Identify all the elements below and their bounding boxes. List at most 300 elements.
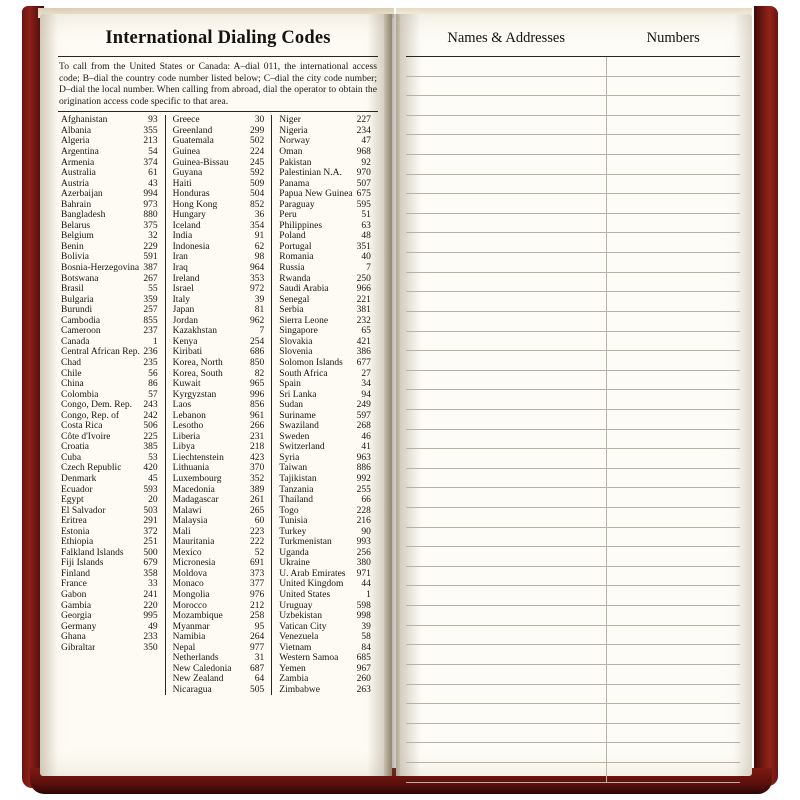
country-name: Suriname xyxy=(279,410,316,421)
ledger-row[interactable] xyxy=(406,312,740,332)
ledger-cell-name[interactable] xyxy=(406,332,607,351)
ledger-row[interactable] xyxy=(406,253,740,273)
ledger-cell-number[interactable] xyxy=(607,665,740,684)
ledger-row[interactable] xyxy=(406,547,740,567)
dialing-code-row xyxy=(279,653,371,664)
country-name: Ecuador xyxy=(61,484,93,495)
ledger-row[interactable] xyxy=(406,528,740,548)
ledger-cell-number[interactable] xyxy=(607,449,740,468)
dialing-code-row xyxy=(279,453,371,464)
dialing-codes-section xyxy=(58,28,378,695)
dialing-code-row xyxy=(279,295,371,306)
country-code: 595 xyxy=(356,199,371,210)
country-code: 385 xyxy=(143,442,158,453)
dialing-code-row xyxy=(61,421,158,432)
country-name: Argentina xyxy=(61,147,99,158)
country-name: Mali xyxy=(172,526,191,537)
ledger-row[interactable] xyxy=(406,724,740,744)
ledger-row[interactable] xyxy=(406,135,740,155)
country-code: 254 xyxy=(250,336,265,347)
ledger-row[interactable] xyxy=(406,155,740,175)
country-name: Solomon Islands xyxy=(279,357,343,368)
country-code: 962 xyxy=(250,315,265,326)
country-code: 994 xyxy=(143,189,158,200)
country-code: 49 xyxy=(148,621,158,632)
country-code: 233 xyxy=(143,632,158,643)
country-code: 95 xyxy=(254,621,265,632)
country-name: Nicaragua xyxy=(172,684,212,695)
ledger-cell-number[interactable] xyxy=(607,390,740,409)
dialing-code-row xyxy=(173,442,265,453)
ledger-cell-number[interactable] xyxy=(607,214,740,233)
ledger-row[interactable] xyxy=(406,57,740,77)
country-name: India xyxy=(172,231,193,242)
dialing-code-row xyxy=(61,643,158,654)
ledger-row[interactable] xyxy=(406,763,740,783)
country-code: 686 xyxy=(250,347,265,358)
ledger-row[interactable] xyxy=(406,665,740,685)
country-name: Morocco xyxy=(172,600,207,611)
ledger-cell-name[interactable] xyxy=(406,116,607,135)
country-name: Mozambique xyxy=(172,611,223,622)
ledger-cell-number[interactable] xyxy=(607,253,740,272)
dialing-code-row xyxy=(173,158,265,169)
country-code: 976 xyxy=(250,589,265,600)
dialing-code-row xyxy=(61,537,158,548)
country-name: Chile xyxy=(61,368,82,379)
ledger-cell-name[interactable] xyxy=(406,214,607,233)
dialing-code-row xyxy=(279,274,371,285)
ledger-cell-name[interactable] xyxy=(406,567,607,586)
country-code: 995 xyxy=(143,611,158,622)
ledger-row[interactable] xyxy=(406,685,740,705)
country-name: Poland xyxy=(279,231,306,242)
country-name: Kenya xyxy=(172,336,198,347)
ledger-cell-number[interactable] xyxy=(607,430,740,449)
country-name: Kuwait xyxy=(172,379,201,390)
country-name: Costa Rica xyxy=(61,421,103,432)
country-name: Switzerland xyxy=(279,442,325,453)
country-code: 93 xyxy=(148,115,158,126)
country-code: 227 xyxy=(356,115,371,126)
dialing-code-row xyxy=(279,200,371,211)
country-name: South Africa xyxy=(279,368,328,379)
country-name: Togo xyxy=(279,505,299,516)
country-name: Egypt xyxy=(61,495,84,506)
dialing-code-row xyxy=(173,126,265,137)
dialing-code-row xyxy=(279,685,371,696)
dialing-code-row xyxy=(61,527,158,538)
dialing-code-row xyxy=(61,337,158,348)
country-code: 229 xyxy=(143,241,158,252)
dialing-code-row xyxy=(173,601,265,612)
country-code: 41 xyxy=(361,442,371,453)
ledger-row[interactable] xyxy=(406,214,740,234)
ledger-row[interactable] xyxy=(406,645,740,665)
country-code: 968 xyxy=(356,147,371,158)
dialing-code-row xyxy=(61,390,158,401)
ledger-cell-number[interactable] xyxy=(607,96,740,115)
country-name: Czech Republic xyxy=(61,463,122,474)
country-code: 237 xyxy=(143,326,158,337)
country-code: 268 xyxy=(356,421,371,432)
dialing-code-row xyxy=(279,305,371,316)
country-name: Singapore xyxy=(279,326,318,337)
country-name: Sudan xyxy=(279,400,304,411)
ledger-cell-name[interactable] xyxy=(406,253,607,272)
country-name: Philippines xyxy=(279,220,323,231)
ledger-cell-number[interactable] xyxy=(607,626,740,645)
dialing-code-row xyxy=(279,590,371,601)
country-name: Jordan xyxy=(172,315,198,326)
country-code: 687 xyxy=(250,663,265,674)
dialing-code-row xyxy=(61,158,158,169)
country-name: Uganda xyxy=(279,547,309,558)
country-code: 263 xyxy=(356,684,371,695)
country-name: Bolivia xyxy=(61,252,89,263)
ledger-cell-number[interactable] xyxy=(607,743,740,762)
country-code: 92 xyxy=(361,157,371,168)
country-name: Palestinian N.A. xyxy=(279,168,342,179)
ledger-cell-name[interactable] xyxy=(406,763,607,782)
dialing-code-row xyxy=(279,569,371,580)
country-name: Greece xyxy=(172,115,200,126)
ledger-cell-number[interactable] xyxy=(607,312,740,331)
ledger-row[interactable] xyxy=(406,567,740,587)
ledger-cell-name[interactable] xyxy=(406,135,607,154)
country-name: Uzbekistan xyxy=(279,611,323,622)
country-name: Spain xyxy=(279,379,301,390)
ledger-cell-number[interactable] xyxy=(607,351,740,370)
ledger-row[interactable] xyxy=(406,508,740,528)
dialing-code-row xyxy=(279,136,371,147)
country-code: 354 xyxy=(250,220,265,231)
country-name: Madagascar xyxy=(172,495,219,506)
dialing-code-row xyxy=(61,622,158,633)
country-code: 965 xyxy=(250,379,265,390)
ledger-cell-name[interactable] xyxy=(406,233,607,252)
country-name: New Caledonia xyxy=(172,663,232,674)
dialing-code-row xyxy=(173,643,265,654)
ledger-cell-name[interactable] xyxy=(406,704,607,723)
dialing-code-row xyxy=(61,115,158,126)
ledger-cell-number[interactable] xyxy=(607,645,740,664)
country-code: 505 xyxy=(250,684,265,695)
ledger-header-numbers: Numbers xyxy=(646,30,700,46)
country-code: 48 xyxy=(361,231,371,242)
dialing-code-row xyxy=(279,601,371,612)
dialing-code-row xyxy=(173,295,265,306)
dialing-code-row xyxy=(61,474,158,485)
ledger-row[interactable] xyxy=(406,626,740,646)
ledger-row[interactable] xyxy=(406,371,740,391)
ledger-row[interactable] xyxy=(406,430,740,450)
country-name: Hong Kong xyxy=(172,199,218,210)
country-name: Malaysia xyxy=(172,516,208,527)
ledger-cell-name[interactable] xyxy=(406,665,607,684)
ledger-cell-name[interactable] xyxy=(406,586,607,605)
country-name: Libya xyxy=(172,442,195,453)
ledger-row[interactable] xyxy=(406,116,740,136)
ledger-row[interactable] xyxy=(406,586,740,606)
dialing-code-row xyxy=(61,326,158,337)
ledger-cell-number[interactable] xyxy=(607,371,740,390)
country-name: Sri Lanka xyxy=(279,389,317,400)
country-name: Bosnia-Herzegovina xyxy=(61,263,140,274)
dialing-code-row xyxy=(279,527,371,538)
country-code: 216 xyxy=(356,516,371,527)
dialing-code-row xyxy=(61,168,158,179)
ledger-cell-name[interactable] xyxy=(406,508,607,527)
dialing-code-row xyxy=(61,548,158,559)
dialing-code-row xyxy=(279,168,371,179)
country-name: Cambodia xyxy=(61,315,101,326)
dialing-code-row xyxy=(61,252,158,263)
country-code: 375 xyxy=(143,220,158,231)
ledger-cell-number[interactable] xyxy=(607,175,740,194)
country-name: Nigeria xyxy=(279,125,308,136)
country-code: 43 xyxy=(148,178,158,189)
country-name: Korea, South xyxy=(172,368,223,379)
dialing-code-row xyxy=(279,611,371,622)
country-code: 998 xyxy=(356,611,371,622)
country-code: 675 xyxy=(356,189,371,200)
ledger-cell-number[interactable] xyxy=(607,763,740,782)
country-code: 257 xyxy=(143,305,158,316)
ledger-cell-name[interactable] xyxy=(406,292,607,311)
ledger-cell-number[interactable] xyxy=(607,508,740,527)
country-name: Greenland xyxy=(172,125,213,136)
ledger-row[interactable] xyxy=(406,332,740,352)
country-name: Sweden xyxy=(279,431,310,442)
ledger-cell-name[interactable] xyxy=(406,645,607,664)
dialing-instructions: To call from the United States or Canada: A–dial 011, the international access code; B–dial the country code number listed below; C–dial the city code number; D–dial the local number. When calling from abroad, dial the operator to obtain the origination access code specific to that area. xyxy=(59,61,377,107)
country-name: Kazakhstan xyxy=(172,326,217,337)
country-code: 677 xyxy=(356,357,371,368)
country-code: 47 xyxy=(361,136,371,147)
ledger-cell-name[interactable] xyxy=(406,155,607,174)
ledger-cell-name[interactable] xyxy=(406,449,607,468)
ledger-row[interactable] xyxy=(406,351,740,371)
ledger-cell-number[interactable] xyxy=(607,410,740,429)
ledger-cell-number[interactable] xyxy=(607,547,740,566)
country-code: 62 xyxy=(254,241,265,252)
dialing-code-row xyxy=(173,221,265,232)
dialing-code-row xyxy=(173,200,265,211)
country-name: Pakistan xyxy=(279,157,312,168)
dialing-code-row xyxy=(61,347,158,358)
ledger-cell-name[interactable] xyxy=(406,430,607,449)
ledger-cell-number[interactable] xyxy=(607,332,740,351)
ledger-cell-number[interactable] xyxy=(607,704,740,723)
ledger-cell-name[interactable] xyxy=(406,57,607,76)
country-name: Lebanon xyxy=(172,410,206,421)
country-name: U. Arab Emirates xyxy=(279,568,346,579)
country-name: Macedonia xyxy=(172,484,215,495)
dialing-code-row xyxy=(61,179,158,190)
dialing-code-row xyxy=(61,632,158,643)
ledger-cell-name[interactable] xyxy=(406,77,607,96)
ledger-row[interactable] xyxy=(406,410,740,430)
country-name: Ireland xyxy=(172,273,200,284)
ledger-cell-number[interactable] xyxy=(607,135,740,154)
ledger-cell-name[interactable] xyxy=(406,410,607,429)
country-name: Belgium xyxy=(61,231,94,242)
ledger-row[interactable] xyxy=(406,273,740,293)
dialing-code-row xyxy=(279,263,371,274)
ledger-cell-name[interactable] xyxy=(406,390,607,409)
country-code: 44 xyxy=(361,579,371,590)
country-code: 251 xyxy=(143,537,158,548)
ledger-cell-number[interactable] xyxy=(607,528,740,547)
dialing-code-row xyxy=(173,252,265,263)
country-code: 1 xyxy=(152,336,158,347)
country-name: Norway xyxy=(279,136,310,147)
dialing-code-row xyxy=(279,221,371,232)
dialing-code-row xyxy=(279,622,371,633)
country-name: Malawi xyxy=(172,505,202,516)
ledger-cell-number[interactable] xyxy=(607,194,740,213)
dialing-code-row xyxy=(279,485,371,496)
dialing-code-row xyxy=(173,622,265,633)
country-name: Korea, North xyxy=(172,357,223,368)
country-name: Botswana xyxy=(61,273,99,284)
country-name: Niger xyxy=(279,115,301,126)
ledger-cell-name[interactable] xyxy=(406,351,607,370)
dialing-code-row xyxy=(173,474,265,485)
dialing-code-row xyxy=(173,485,265,496)
ledger-cell-number[interactable] xyxy=(607,586,740,605)
country-code: 243 xyxy=(143,400,158,411)
country-name: Senegal xyxy=(279,294,310,305)
dialing-code-row xyxy=(61,136,158,147)
ledger-row[interactable] xyxy=(406,233,740,253)
ledger-row[interactable] xyxy=(406,606,740,626)
ledger-row[interactable] xyxy=(406,292,740,312)
dialing-code-row xyxy=(279,369,371,380)
dialing-code-row xyxy=(173,579,265,590)
country-name: Namibia xyxy=(172,632,206,643)
ledger-row[interactable] xyxy=(406,488,740,508)
dialing-code-row xyxy=(279,506,371,517)
dialing-code-row xyxy=(173,284,265,295)
country-code: 224 xyxy=(250,147,265,158)
ledger-cell-name[interactable] xyxy=(406,547,607,566)
country-code: 996 xyxy=(250,389,265,400)
ledger-row[interactable] xyxy=(406,77,740,97)
dialing-code-row xyxy=(173,337,265,348)
ledger-cell-number[interactable] xyxy=(607,273,740,292)
ledger-cell-name[interactable] xyxy=(406,743,607,762)
ledger-cell-number[interactable] xyxy=(607,57,740,76)
ledger-cell-number[interactable] xyxy=(607,469,740,488)
country-name: Finland xyxy=(61,568,91,579)
country-code: 852 xyxy=(250,199,265,210)
country-name: Vatican City xyxy=(279,621,327,632)
dialing-code-row xyxy=(61,147,158,158)
ledger-cell-name[interactable] xyxy=(406,273,607,292)
ledger-cell-number[interactable] xyxy=(607,116,740,135)
ledger-cell-name[interactable] xyxy=(406,626,607,645)
dialing-code-row xyxy=(279,242,371,253)
ledger-row[interactable] xyxy=(406,96,740,116)
ledger-row[interactable] xyxy=(406,390,740,410)
country-name: Guyana xyxy=(172,168,203,179)
country-code: 359 xyxy=(143,294,158,305)
ledger-cell-number[interactable] xyxy=(607,292,740,311)
ledger-cell-name[interactable] xyxy=(406,175,607,194)
country-name: Japan xyxy=(172,305,195,316)
country-name: Ukraine xyxy=(279,558,310,569)
country-name: Liechtenstein xyxy=(172,452,224,463)
ledger-row[interactable] xyxy=(406,175,740,195)
country-code: 500 xyxy=(143,547,158,558)
country-name: Iran xyxy=(172,252,188,263)
ledger-row[interactable] xyxy=(406,194,740,214)
ledger-row[interactable] xyxy=(406,469,740,489)
country-name: Denmark xyxy=(61,473,97,484)
ledger-cell-name[interactable] xyxy=(406,469,607,488)
dialing-code-row xyxy=(279,147,371,158)
ledger-cell-name[interactable] xyxy=(406,606,607,625)
country-name: Eritrea xyxy=(61,516,87,527)
ledger-cell-name[interactable] xyxy=(406,528,607,547)
dialing-code-row xyxy=(173,210,265,221)
country-code: 7 xyxy=(259,326,265,337)
dialing-code-row xyxy=(173,231,265,242)
ledger-row[interactable] xyxy=(406,449,740,469)
country-code: 98 xyxy=(254,252,265,263)
country-name: Albania xyxy=(61,125,92,136)
dialing-code-row xyxy=(173,179,265,190)
ledger-cell-name[interactable] xyxy=(406,194,607,213)
book-gutter xyxy=(384,14,400,776)
dialing-code-row xyxy=(173,390,265,401)
country-code: 265 xyxy=(250,505,265,516)
ledger-cell-name[interactable] xyxy=(406,685,607,704)
ledger-row[interactable] xyxy=(406,743,740,763)
ledger-cell-number[interactable] xyxy=(607,724,740,743)
ledger-cell-number[interactable] xyxy=(607,77,740,96)
ledger-cell-number[interactable] xyxy=(607,488,740,507)
country-code: 249 xyxy=(356,400,371,411)
ledger-row[interactable] xyxy=(406,704,740,724)
ledger-cell-name[interactable] xyxy=(406,96,607,115)
dialing-code-row xyxy=(61,242,158,253)
ledger-cell-number[interactable] xyxy=(607,685,740,704)
ledger-cell-number[interactable] xyxy=(607,155,740,174)
ledger-cell-name[interactable] xyxy=(406,724,607,743)
country-code: 502 xyxy=(250,136,265,147)
ledger-cell-number[interactable] xyxy=(607,233,740,252)
dialing-code-row xyxy=(279,189,371,200)
country-name: Myanmar xyxy=(172,621,210,632)
country-name: Slovenia xyxy=(279,347,313,358)
dialing-code-row xyxy=(173,432,265,443)
ledger-cell-number[interactable] xyxy=(607,567,740,586)
dialing-code-row xyxy=(173,115,265,126)
country-name: Gibraltar xyxy=(61,642,96,653)
ledger-cell-name[interactable] xyxy=(406,312,607,331)
country-name: Armenia xyxy=(61,157,95,168)
dialing-code-row xyxy=(279,664,371,675)
ledger-cell-name[interactable] xyxy=(406,371,607,390)
dialing-code-row xyxy=(173,305,265,316)
ledger-cell-name[interactable] xyxy=(406,488,607,507)
country-name: Italy xyxy=(172,294,191,305)
country-name: Papua New Guinea xyxy=(279,189,353,200)
ledger-cell-number[interactable] xyxy=(607,606,740,625)
